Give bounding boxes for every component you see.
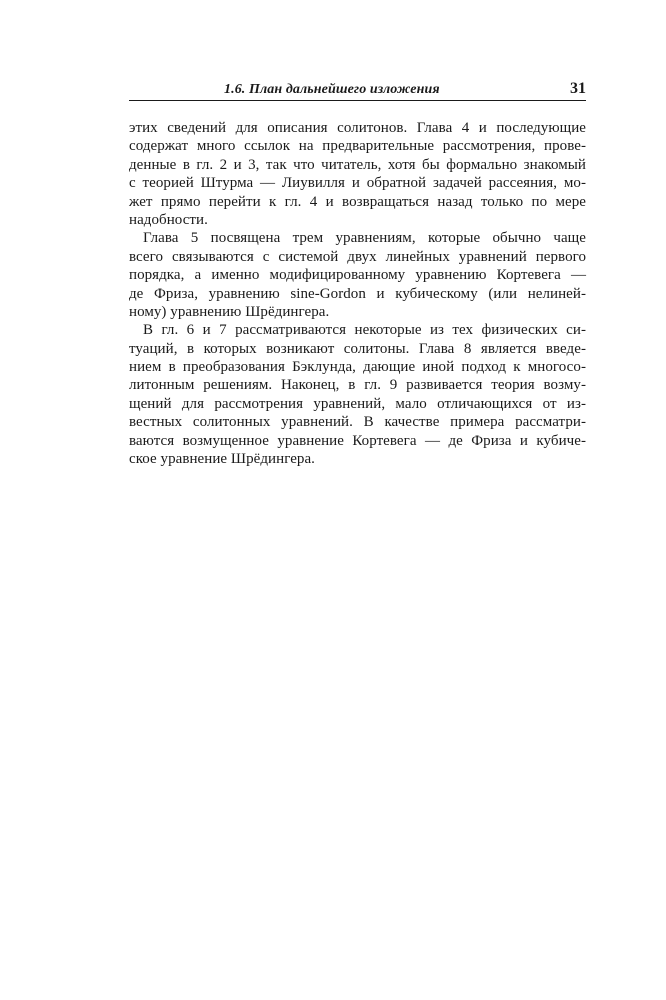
text-line: с теорией Штурма — Лиувилля и обратной задачей рассеяния, мо- — [129, 175, 586, 192]
text-line: нием в преобразования Бэклунда, дающие иной подход к многосо- — [129, 359, 586, 376]
text-line: щений для рассмотрения уравнений, мало отличающихся от из- — [129, 395, 586, 412]
text-line: туаций, в которых возникают солитоны. Глава 8 является введе- — [129, 340, 586, 357]
running-head — [129, 80, 586, 102]
text-line: денные в гл. 2 и 3, так что читатель, хотя бы формально знакомый — [129, 156, 586, 173]
text-line: В гл. 6 и 7 рассматриваются некоторые из тех физических си- — [143, 322, 586, 339]
text-line: литонным решениям. Наконец, в гл. 9 развивается теория возму- — [129, 377, 586, 394]
text-line: порядка, а именно модифицированному уравнению Кортевега — — [129, 267, 586, 284]
body-text — [129, 119, 586, 468]
running-title: 1.6. План дальнейшего изложения — [224, 82, 440, 97]
text-line: содержат много ссылок на предварительные рассмотрения, прове- — [129, 138, 586, 155]
text-line: всего связываются с системой двух линейных уравнений первого — [129, 248, 586, 265]
text-line: Глава 5 посвящена трем уравнениям, которые обычно чаще — [143, 230, 586, 247]
text-line: надобности. — [129, 211, 208, 228]
text-line: вестных солитонных уравнений. В качестве примера рассматри- — [129, 414, 586, 431]
text-line: де Фриза, уравнению sine-Gordon и кубическому (или нелиней- — [129, 285, 586, 302]
text-line: ваются возмущенное уравнение Кортевега — де Фриза и кубиче- — [129, 432, 586, 449]
text-line: жет прямо перейти к гл. 4 и возвращаться назад только по мере — [129, 193, 586, 210]
text-line: ское уравнение Шрёдингера. — [129, 451, 315, 468]
text-line: этих сведений для описания солитонов. Глава 4 и последующие — [129, 120, 586, 136]
page-number: 31 — [570, 80, 586, 97]
header-rule — [129, 100, 586, 101]
text-line: ному) уравнению Шрёдингера. — [129, 303, 330, 320]
